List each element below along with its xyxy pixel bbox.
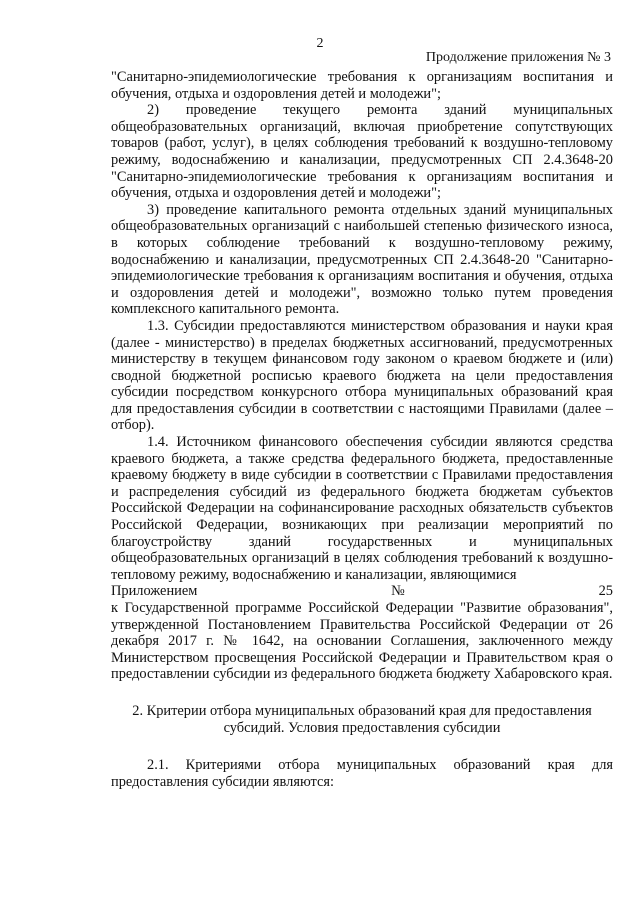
appendix-continuation-label: Продолжение приложения № 3 [425,50,611,65]
section-heading-line-2: субсидий. Условия предоставления субсидии [223,719,501,736]
paragraph-item-2: 2) проведение текущего ремонта зданий муниципальных общеобразовательных организаций, включая приобретение сопутствующих товаров (работ, услуг), в целях соблюдения требований к воздушно-тепловому режиму, водоснабжению и канализации, предусмотренных СП 2.4.3648-20 "Санитарно-эпидемиологические требования к организациям воспитания и обучения, отдыха и оздоровления детей и молодежи"; [111,102,613,202]
spread-word-number-sign: № [391,583,405,600]
page-number: 2 [316,36,324,51]
section-2-heading [111,703,613,736]
paragraph-1-4: 1.4. Источником финансового обеспечения субсидии являются средства краевого бюджета, а также средства федерального бюджета, предоставленные краевому бюджету в виде субсидии в соответствии с Правилами предоставления и распределения субсидий из федерального бюджета бюджетам субъектов Российской Федерации на софинансирование расходных обязательств субъектов Российской Федерации, возникающих при реализации мероприятий по благоустройству зданий государственных и муниципальных общеобразовательных организаций в целях соблюдения требований к воздушно-тепловому режиму, водоснабжению и канализации, являющимися [111,434,613,583]
paragraph-2-1: 2.1. Критериями отбора муниципальных образований края для предоставления субсидии являются: [111,757,613,790]
section-heading-line-1: 2. Критерии отбора муниципальных образований края для предоставления [132,702,592,719]
document-body [111,69,613,790]
paragraph-1-3: 1.3. Субсидии предоставляются министерством образования и науки края (далее - министерство) в пределах бюджетных ассигнований, предусмотренных министерству в текущем финансовом году законом о краевом бюджете и (или) сводной бюджетной росписью краевого бюджета на цели предоставления субсидии посредством конкурсного отбора муниципальных образований края для предоставления субсидии в соответствии с настоящими Правилами (далее – отбор). [111,317,613,434]
paragraph-item-3: 3) проведение капитального ремонта отдельных зданий муниципальных общеобразовательных организаций с наибольшей степенью физического износа, в которых соблюдение требований к воздушно-тепловому режиму, водоснабжению и канализации, предусмотренных СП 2.4.3648-20 "Санитарно-эпидемиологические требования к организациям воспитания и обучения, отдыха и оздоровления детей и молодежи", возможно только путем проведения комплексного капитального ремонта. [111,201,613,318]
paragraph-1-4-continued: к Государственной программе Российской Федерации "Развитие образования", утвержденной Постановлением Правительства Российской Федерации от 26 декабря 2017 г. № 1642, на основании Соглашения, заключенного между Министерством просвещения Российской Федерации и Правительством края о предоставлении субсидии из федерального бюджета бюджету Хабаровского края. [111,600,613,683]
spread-word-number: 25 [598,583,613,600]
paragraph-1-4-spread-line [111,583,613,600]
paragraph-continuation: "Санитарно-эпидемиологические требования к организациям воспитания и обучения, отдыха и оздоровления детей и молодежи"; [111,69,613,102]
spread-word-appendix: Приложением [111,583,198,600]
